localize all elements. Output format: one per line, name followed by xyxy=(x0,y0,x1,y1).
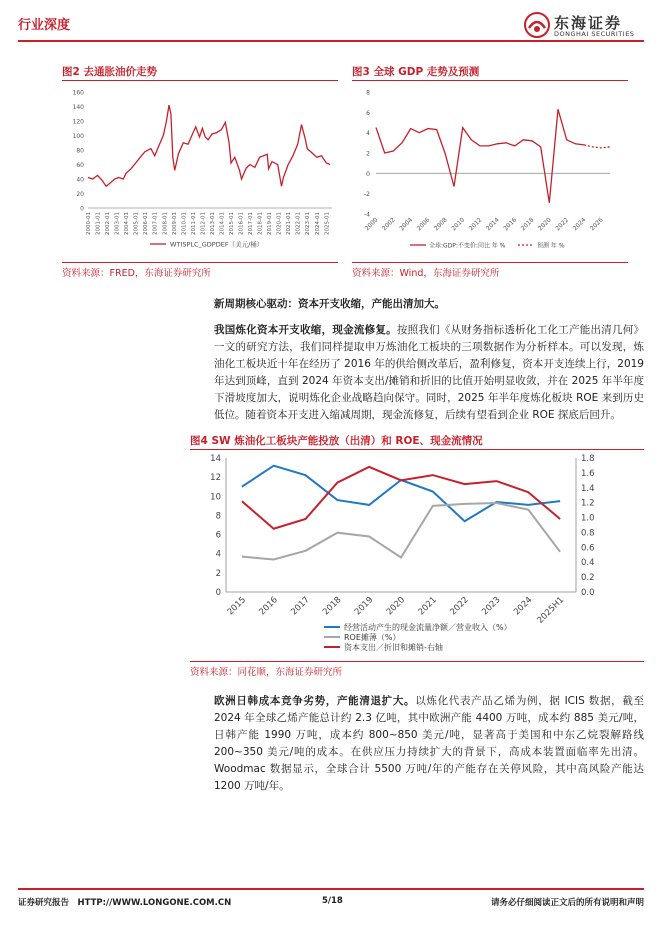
fig2-y-tick-label: 80 xyxy=(76,147,84,155)
fig3-y-tick-label: 4 xyxy=(366,130,370,138)
fig2-x-tick-label: 2017-01 xyxy=(248,212,255,235)
fig2-x-tick-label: 2005-01 xyxy=(133,212,140,235)
fig2-source-rule xyxy=(62,262,338,263)
fig3-x-tick-label: 2022 xyxy=(554,216,571,233)
fig3-title-rule xyxy=(352,80,628,81)
fig4-source-rule xyxy=(190,661,644,662)
fig2-y-tick-label: 160 xyxy=(72,89,84,97)
fig3-x-tick-label: 2012 xyxy=(467,216,484,233)
fig3-x-tick-label: 2024 xyxy=(571,216,588,233)
fig4-y2-tick-label: 1.2 xyxy=(581,498,595,509)
fig4-x-tick-label: 2024 xyxy=(512,595,535,618)
fig4-x-tick-label: 2015 xyxy=(225,595,249,618)
fig2-title: 图2 去通胀油价走势 xyxy=(62,66,157,78)
fig2-legend-label: WTISPLC_GDPDEF（美元/桶） xyxy=(170,240,264,249)
fig2-x-tick-label: 2020-01 xyxy=(276,212,283,235)
fig3-x-tick-label: 2004 xyxy=(398,216,415,233)
page-number: 5/18 xyxy=(322,896,343,906)
fig4-x-tick-label: 2017 xyxy=(289,595,312,618)
fig3-y-tick-label: 2 xyxy=(366,150,370,158)
paragraph-capex-body: 按照我们《从财务指标透析化工化工产能出清几何》一文的研究方法，我们同样提取申万炼油化工板块的三项数据作为分析样本。可以发现，炼油化工板块近十年在经历了 2016 年的供给侧改革后，盈利修复，资本开支连续上行，2019 年达到顶峰，直到 2024 年资本支出/摊销和折旧的比值开始明显收敛，并在 2025 年半年度下滑坡度加大，说明炼化企业战略趋向保守。同时，2025 年半年度炼化板块 ROE 来到历史低位。随着资本开支进入缩减周期，现金流修复，后续有望看到企业 ROE 探底后回升。 xyxy=(214,324,644,421)
fig4-chart xyxy=(190,452,646,660)
fig2-x-tick-label: 2015-01 xyxy=(228,212,235,235)
fig4-y-tick-label: 6 xyxy=(215,530,221,541)
fig4-y-tick-label: 14 xyxy=(210,454,221,464)
fig2-y-tick-label: 100 xyxy=(72,133,84,140)
fig2-x-tick-label: 2023-01 xyxy=(305,212,312,235)
fig4-roe-line xyxy=(242,503,560,560)
fig3-x-tick-label: 2018 xyxy=(519,216,536,233)
fig2-x-tick-label: 2003-01 xyxy=(114,212,121,235)
logo-text-cn: 东海证券 xyxy=(554,14,623,32)
fig2-x-tick-label: 2002-01 xyxy=(105,212,112,235)
header-rule xyxy=(18,40,644,42)
fig2-x-tick-label: 2010-01 xyxy=(181,212,188,235)
fig2-x-tick-label: 2024-01 xyxy=(314,212,321,235)
fig2-x-tick-label: 2014-01 xyxy=(219,212,226,235)
fig4-y2-tick-label: 0.6 xyxy=(581,543,595,554)
fig2-x-tick-label: 2004-01 xyxy=(124,212,131,235)
fig2-chart xyxy=(60,84,340,264)
fig4-y2-tick-label: 0.4 xyxy=(581,558,595,569)
fig3-legend-forecast-label: 预测 年 % xyxy=(537,242,565,250)
fig2-x-tick-label: 2000-01 xyxy=(86,212,92,235)
paragraph-capex-lead: 我国炼化资本开支收缩，现金流修复。 xyxy=(214,324,397,336)
fig2-y-tick-label: 120 xyxy=(72,118,84,126)
fig2-x-tick-label: 2019-01 xyxy=(267,212,274,235)
fig2-series-line xyxy=(88,105,330,186)
fig4-y-tick-label: 4 xyxy=(215,549,221,560)
fig4-legend-cashflow-label: 经营活动产生的现金流量净额／营业收入（%） xyxy=(344,623,512,632)
fig2-x-tick-label: 2012-01 xyxy=(200,212,207,235)
fig2-x-tick-label: 2001-01 xyxy=(95,212,102,235)
fig3-x-tick-label: 2000 xyxy=(363,216,380,233)
footer-rule xyxy=(18,888,644,890)
fig2-x-tick-label: 2018-01 xyxy=(257,212,264,235)
fig4-y2-tick-label: 0.2 xyxy=(581,573,595,584)
fig3-source-rule xyxy=(352,262,628,263)
fig3-y-tick-label: -4 xyxy=(364,211,370,219)
fig4-title: 图4 SW 炼油化工板块产能投放（出清）和 ROE、现金流情况 xyxy=(190,435,483,447)
fig3-y-tick-label: 8 xyxy=(366,89,370,97)
fig2-x-tick-label: 2006-01 xyxy=(143,212,150,235)
fig4-legend-capex-label: 资本支出／折旧和摊销-右轴 xyxy=(344,643,443,652)
fig4-x-tick-label: 2020 xyxy=(384,595,408,618)
fig4-x-tick-label: 2025H1 xyxy=(535,595,567,626)
fig4-x-tick-label: 2019 xyxy=(352,595,376,618)
fig3-forecast-line xyxy=(584,145,610,148)
fig2-y-tick-label: 20 xyxy=(76,191,84,198)
fig3-actual-line xyxy=(376,109,584,203)
fig2-y-tick-label: 0 xyxy=(80,205,84,213)
fig4-source: 资料来源：同花顺，东海证券研究所 xyxy=(190,667,343,678)
fig3-legend-actual-label: 全球:GDP:不变价:同比 年 % xyxy=(429,242,506,250)
fig3-x-tick-label: 2016 xyxy=(502,216,519,233)
fig3-x-tick-label: 2006 xyxy=(415,216,432,233)
fig4-y2-tick-label: 0.8 xyxy=(581,528,595,539)
fig4-x-tick-label: 2021 xyxy=(416,595,439,618)
fig4-y-tick-label: 8 xyxy=(215,511,221,522)
fig2-y-tick-label: 60 xyxy=(76,162,84,169)
fig4-x-tick-label: 2016 xyxy=(257,595,280,618)
fig4-x-tick-label: 2023 xyxy=(480,595,503,618)
fig3-source: 资料来源：Wind，东海证券研究所 xyxy=(352,268,500,279)
fig3-x-tick-label: 2014 xyxy=(484,216,501,233)
fig3-y-tick-label: 0 xyxy=(366,170,370,178)
fig3-x-tick-label: 2002 xyxy=(380,216,397,233)
fig3-x-tick-label: 2008 xyxy=(432,216,449,233)
fig4-x-tick-label: 2022 xyxy=(448,595,471,618)
fig3-y-tick-label: -2 xyxy=(364,191,370,199)
fig2-x-tick-label: 2021-01 xyxy=(286,212,293,235)
fig2-source: 资料来源：FRED，东海证券研究所 xyxy=(62,268,211,279)
fig2-x-tick-label: 2022-01 xyxy=(295,212,302,235)
footer-disclaimer: 请务必仔细阅读正文后的所有说明和声明 xyxy=(490,898,644,908)
donghai-logo-mark-icon xyxy=(522,10,552,40)
fig2-x-tick-label: 2008-01 xyxy=(162,212,169,235)
fig2-y-tick-label: 140 xyxy=(72,104,84,111)
fig2-x-tick-label: 2007-01 xyxy=(152,212,159,235)
fig2-x-tick-label: 2011-01 xyxy=(190,212,197,235)
fig4-y-tick-label: 12 xyxy=(210,473,221,484)
paragraph-ethylene-lead: 欧洲日韩成本竞争劣势，产能清退扩大。 xyxy=(214,695,416,707)
paragraph-capex xyxy=(214,322,644,424)
fig4-y-tick-label: 10 xyxy=(210,492,221,503)
fig3-chart xyxy=(350,84,630,264)
fig4-y2-tick-label: 0.0 xyxy=(581,588,595,598)
logo-text-en: DONGHAI SECURITIES xyxy=(554,30,635,38)
fig2-y-tick-label: 40 xyxy=(76,176,84,184)
section-title: 行业深度 xyxy=(18,18,71,33)
fig4-capex-line xyxy=(242,467,560,529)
paragraph-ethylene xyxy=(214,693,644,795)
fig2-x-tick-label: 2009-01 xyxy=(171,212,178,235)
fig4-y2-tick-label: 1.0 xyxy=(581,513,595,524)
donghai-logo xyxy=(522,10,642,40)
fig4-legend-roe-label: ROE摊薄（%） xyxy=(344,633,401,642)
fig4-x-tick-label: 2018 xyxy=(321,595,344,618)
fig3-x-tick-label: 2026 xyxy=(588,216,605,233)
fig4-y2-tick-label: 1.4 xyxy=(581,483,595,494)
fig2-title-rule xyxy=(62,80,338,81)
fig3-title: 图3 全球 GDP 走势及预测 xyxy=(352,66,480,78)
footer-left: 证券研究报告 HTTP://WWW.LONGONE.COM.CN xyxy=(18,898,232,908)
fig3-y-tick-label: 6 xyxy=(366,109,370,117)
fig3-x-tick-label: 2020 xyxy=(536,216,553,233)
paragraph-ethylene-body: 以炼化代表产品乙烯为例，据 ICIS 数据，截至 2024 年全球乙烯产能总计约 2.3 亿吨，其中欧洲产能 4400 万吨，成本约 885 美元/吨，日韩产能 1990 万吨，成本约 800~850 美元/吨，显著高于美国和中东乙烷裂解路线 200~350 美元/吨的成本。在供应压力持续扩大的背景下，高成本装置面临率先出清。Woodmac 数据显示，全球合计 5500 万吨/年的产能存在关停风险，其中高风险产能达 1200 万吨/年。 xyxy=(214,695,645,792)
fig4-cashflow-line xyxy=(242,466,560,522)
fig4-title-rule xyxy=(190,449,644,450)
fig4-y-tick-label: 0 xyxy=(215,588,221,598)
fig4-y2-tick-label: 1.6 xyxy=(581,468,595,479)
fig4-y-tick-label: 2 xyxy=(215,568,221,579)
fig2-x-tick-label: 2025-01 xyxy=(324,212,331,235)
fig4-y2-tick-label: 1.8 xyxy=(581,454,595,464)
fig2-x-tick-label: 2016-01 xyxy=(238,212,245,235)
fig3-x-tick-label: 2010 xyxy=(450,216,467,233)
section-heading: 新周期核心驱动：资本开支收缩，产能出清加大。 xyxy=(214,298,445,310)
fig2-x-tick-label: 2013-01 xyxy=(209,212,216,235)
